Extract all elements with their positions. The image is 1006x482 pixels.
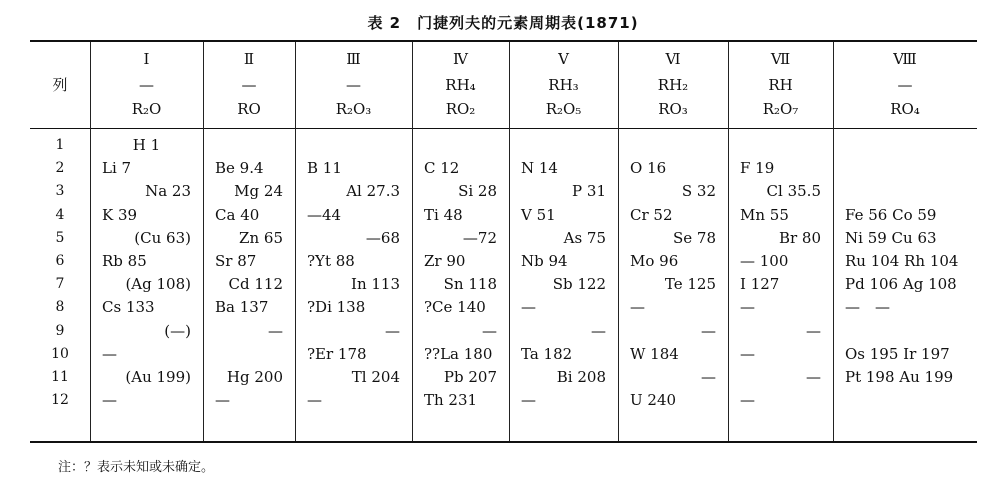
element-cell: Te 125 <box>664 275 716 294</box>
group-header-roman: Ⅳ <box>453 50 468 68</box>
element-cell: — — <box>845 298 891 317</box>
group-header-roman: Ⅷ <box>893 50 917 68</box>
row-number: 7 <box>55 276 65 293</box>
element-cell: C 12 <box>424 159 460 178</box>
element-cell: — <box>740 298 755 317</box>
row-number: 8 <box>55 299 65 316</box>
group-header-roman: Ⅲ <box>346 50 361 68</box>
element-cell: Pt 198 Au 199 <box>845 368 954 386</box>
element-cell: Ni 59 Cu 63 <box>845 228 937 247</box>
element-cell: — <box>102 391 117 410</box>
element-cell: S 32 <box>681 182 716 201</box>
element-cell: W 184 <box>630 344 679 363</box>
element-cell: — <box>630 298 645 317</box>
element-cell: Ba 137 <box>215 298 269 317</box>
element-cell: H 1 <box>132 136 161 154</box>
element-cell: —44 <box>307 205 342 224</box>
element-cell: — <box>215 391 230 410</box>
group-header-roman: Ⅴ <box>558 50 569 68</box>
element-cell: Ta 182 <box>521 344 573 363</box>
element-cell: Li 7 <box>102 159 132 178</box>
element-cell: Ti 48 <box>424 205 463 224</box>
element-cell: In 113 <box>351 275 400 294</box>
group-header-oxide: R₂O₅ <box>545 100 582 118</box>
element-cell: Sb 122 <box>552 275 606 294</box>
group-header-hydride: RH <box>768 76 793 94</box>
element-cell: — <box>591 321 606 340</box>
element-cell: B 11 <box>307 159 342 178</box>
row-number: 3 <box>55 183 65 200</box>
element-cell: Pd 106 Ag 108 <box>845 275 957 294</box>
element-cell: Be 9.4 <box>215 159 264 178</box>
group-header-hydride: RH₄ <box>445 76 476 94</box>
element-cell: N 14 <box>521 159 558 178</box>
element-cell: Cd 112 <box>228 275 283 294</box>
group-header-oxide: R₂O₃ <box>335 100 372 118</box>
row-number: 5 <box>55 229 65 246</box>
element-cell: — <box>482 321 497 340</box>
element-cell: — <box>806 368 821 386</box>
element-cell: Si 28 <box>458 182 497 201</box>
element-cell: K 39 <box>102 205 138 224</box>
element-cell: U 240 <box>630 391 677 410</box>
element-cell: Fe 56 Co 59 <box>845 205 937 224</box>
element-cell: Mo 96 <box>630 252 679 270</box>
element-cell: V 51 <box>521 205 556 224</box>
group-header-hydride: — <box>139 76 154 94</box>
element-cell: — <box>307 391 322 410</box>
group-header-oxide: RO₂ <box>445 100 476 118</box>
element-cell: — <box>521 391 536 410</box>
element-cell: — 100 <box>740 252 789 270</box>
group-header-oxide: RO₃ <box>658 100 688 118</box>
element-cell: —72 <box>462 228 497 247</box>
element-cell: Sn 118 <box>443 275 497 294</box>
row-number: 1 <box>55 137 65 153</box>
row-number: 12 <box>51 392 69 409</box>
element-cell: Pb 207 <box>443 368 497 386</box>
group-header-hydride: — <box>346 76 361 94</box>
element-cell: I 127 <box>740 275 780 294</box>
element-cell: As 75 <box>563 228 606 247</box>
group-header-hydride: — <box>241 76 257 94</box>
element-cell: Al 27.3 <box>346 182 400 201</box>
group-header-roman: Ⅱ <box>243 50 255 68</box>
row-number: 11 <box>51 369 69 385</box>
row-number: 2 <box>55 160 65 177</box>
table-title: 表 2 门捷列夫的元素周期表(1871) <box>367 14 639 32</box>
element-cell: Mg 24 <box>234 182 283 201</box>
group-header-hydride: RH₂ <box>657 76 689 94</box>
element-cell: Cs 133 <box>102 298 155 317</box>
element-cell: Cl 35.5 <box>766 182 821 201</box>
element-cell: O 16 <box>630 159 667 178</box>
element-cell: Zn 65 <box>239 228 283 247</box>
element-cell: Nb 94 <box>521 252 568 270</box>
group-header-roman: Ⅰ <box>143 50 150 68</box>
element-cell: — <box>806 321 821 340</box>
row-number: 9 <box>55 322 65 339</box>
element-cell: Rb 85 <box>102 252 147 270</box>
footnote: 注：？表示未知或未确定。 <box>58 460 215 475</box>
element-cell: Hg 200 <box>226 368 283 386</box>
group-header-oxide: R₂O₇ <box>762 100 799 118</box>
row-number: 6 <box>55 253 65 269</box>
element-cell: (Cu 63) <box>134 228 191 247</box>
element-cell: Tl 204 <box>351 368 400 386</box>
element-cell: — <box>740 391 755 410</box>
group-header-roman: Ⅶ <box>770 50 791 68</box>
element-cell: — <box>701 321 716 340</box>
element-cell: Ru 104 Rh 104 <box>845 252 959 270</box>
group-header-roman: Ⅵ <box>665 50 681 68</box>
element-cell: Th 231 <box>424 391 478 410</box>
element-cell: (Au 199) <box>125 368 191 386</box>
element-cell: — <box>521 298 536 317</box>
element-cell: Br 80 <box>778 228 821 247</box>
element-cell: — <box>385 321 400 340</box>
element-cell: F 19 <box>740 159 775 178</box>
group-header-oxide: RO₄ <box>890 100 920 118</box>
row-number: 10 <box>51 345 69 362</box>
element-cell: — <box>701 368 716 386</box>
group-header-oxide: RO <box>237 100 261 118</box>
element-cell: (—) <box>164 321 191 340</box>
group-header-hydride: — <box>897 76 913 94</box>
element-cell: Mn 55 <box>740 205 789 224</box>
element-cell: Bi 208 <box>556 368 606 386</box>
element-cell: (Ag 108) <box>125 275 191 294</box>
element-cell: ?Di 138 <box>307 298 366 317</box>
element-cell: P 31 <box>572 182 606 201</box>
row-number: 4 <box>55 206 65 223</box>
row-label-header: 列 <box>52 76 68 94</box>
element-cell: — <box>102 344 117 363</box>
element-cell: Ca 40 <box>215 205 260 224</box>
element-cell: Sr 87 <box>215 252 257 270</box>
group-header-oxide: R₂O <box>131 100 162 118</box>
element-cell: — <box>268 321 283 340</box>
header-rule <box>30 128 977 129</box>
element-cell: ??La 180 <box>424 344 493 363</box>
element-cell: Cr 52 <box>630 205 673 224</box>
element-cell: —68 <box>365 228 400 247</box>
element-cell: ?Ce 140 <box>424 298 486 317</box>
element-cell: ?Yt 88 <box>307 252 355 270</box>
element-cell: ?Er 178 <box>307 344 367 363</box>
group-header-hydride: RH₃ <box>548 76 579 94</box>
bottom-rule <box>30 441 977 443</box>
element-cell: Se 78 <box>672 228 716 247</box>
top-rule <box>30 40 977 42</box>
element-cell: Na 23 <box>145 182 191 201</box>
element-cell: Os 195 Ir 197 <box>845 344 950 363</box>
element-cell: — <box>740 344 755 363</box>
element-cell: Zr 90 <box>424 252 466 270</box>
